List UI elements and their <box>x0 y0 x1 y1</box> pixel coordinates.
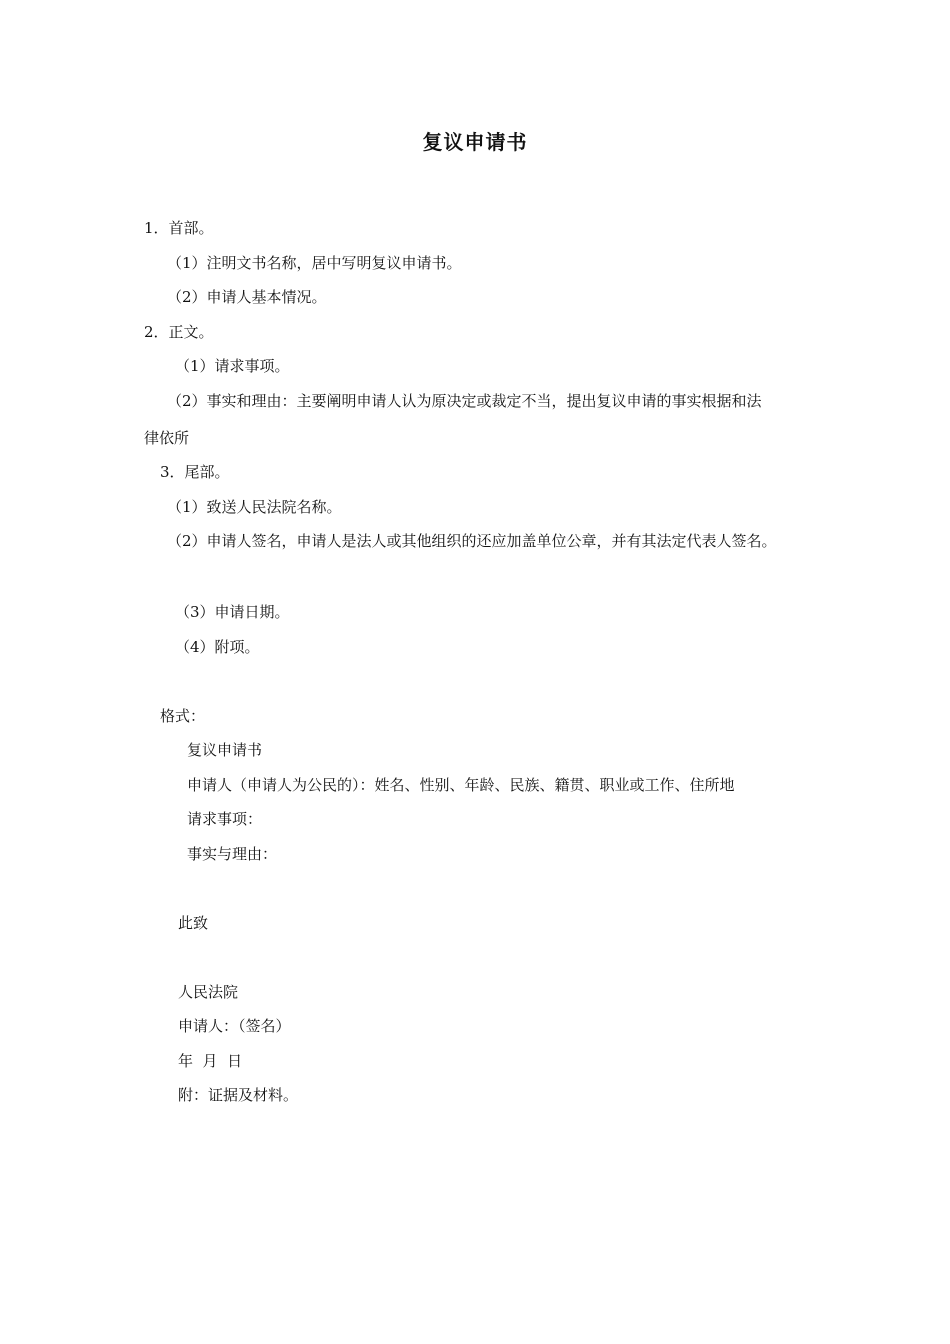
section-2-item-1: （1）请求事项。 <box>175 357 290 375</box>
section-3-item-3: （3）申请日期。 <box>175 603 290 621</box>
section-3-item-4: （4）附项。 <box>175 638 260 656</box>
section-1-item-1: （1）注明文书名称，居中写明复议申请书。 <box>167 254 462 272</box>
section-2-item-2-line-1: （2）事实和理由：主要阐明申请人认为原决定或裁定不当，提出复议申请的事实根据和法 <box>167 392 762 410</box>
form-date: 年 月 日 <box>178 1052 243 1070</box>
section-3-item-1: （1）致送人民法院名称。 <box>167 498 342 516</box>
section-3-item-2: （2）申请人签名，申请人是法人或其他组织的还应加盖单位公章，并有其法定代表人签名。 <box>167 532 777 550</box>
form-title: 复议申请书 <box>187 741 263 759</box>
form-court: 人民法院 <box>178 983 239 1001</box>
form-facts: 事实与理由： <box>187 845 278 863</box>
form-request: 请求事项： <box>187 810 263 828</box>
form-applicant: 申请人（申请人为公民的）：姓名、性别、年龄、民族、籍贯、职业或工作、住所地 <box>187 776 735 794</box>
section-2-item-2-line-2: 律依所 <box>144 429 190 447</box>
form-signature: 申请人：（签名） <box>178 1017 291 1035</box>
form-attachment: 附：证据及材料。 <box>178 1086 299 1104</box>
section-2-heading: 2．正文。 <box>144 323 214 341</box>
section-3-heading: 3．尾部。 <box>160 463 230 481</box>
form-salutation: 此致 <box>178 914 209 932</box>
section-1-item-2: （2）申请人基本情况。 <box>167 288 327 306</box>
format-label: 格式： <box>160 707 206 725</box>
document-title: 复议申请书 <box>422 130 528 154</box>
section-1-heading: 1．首部。 <box>144 219 214 237</box>
